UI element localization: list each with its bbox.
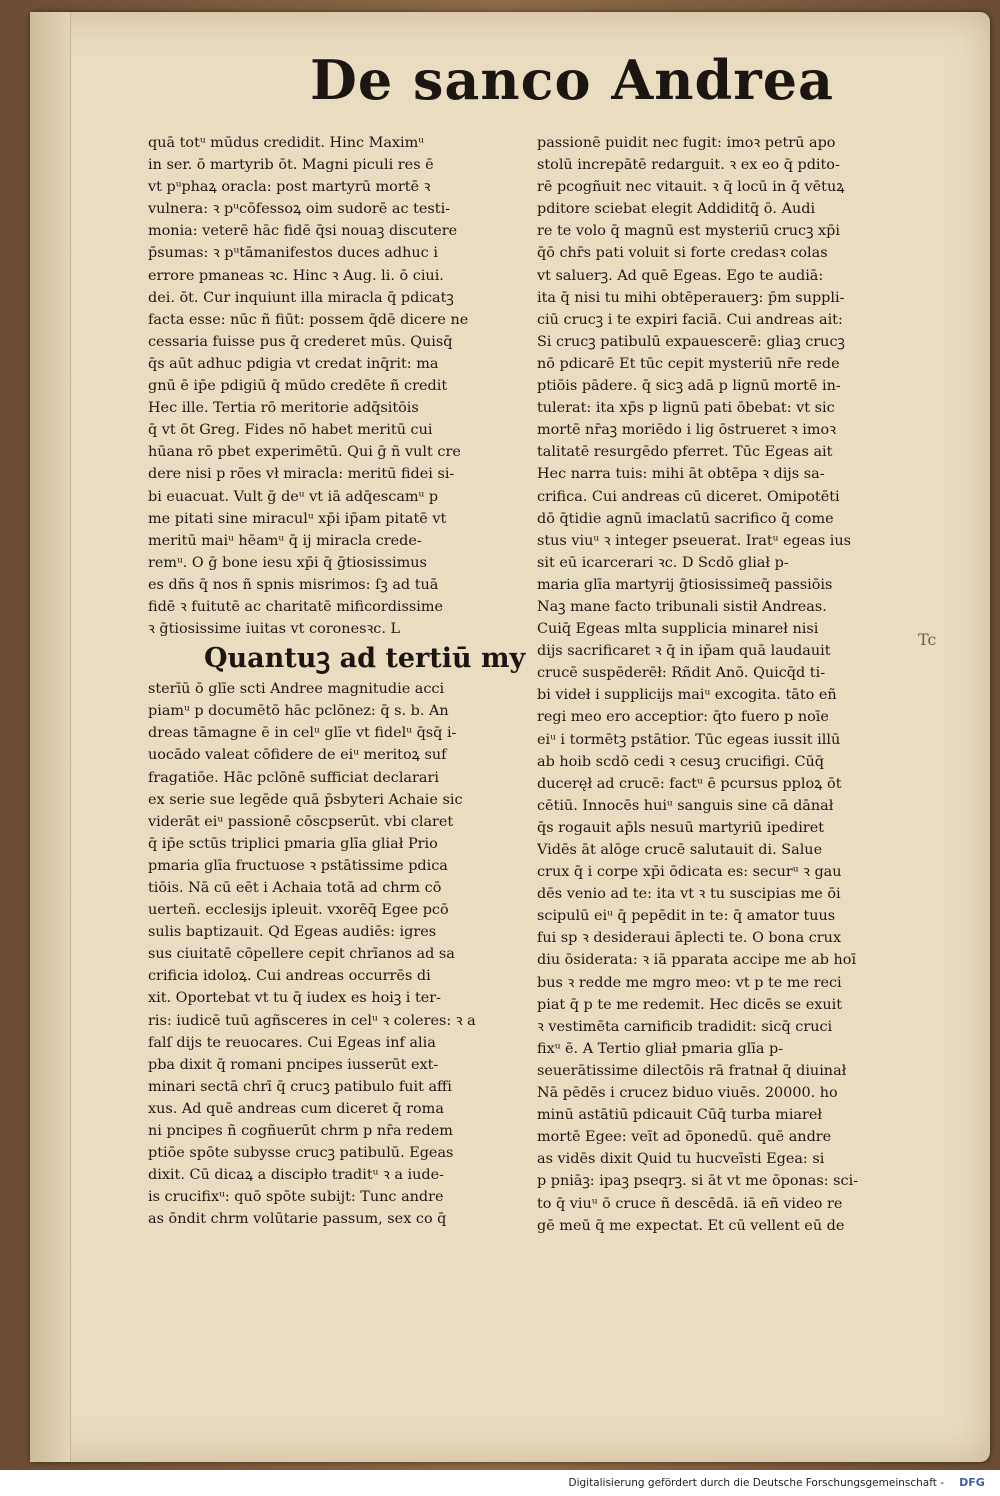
text-line: dō q̄tidie agnū imaclatū sacrifico q̄ come <box>537 510 834 527</box>
text-line: sterīū ō glīe scti Andree magnitudie acci <box>148 681 445 698</box>
text-line: dijs sacrificaret ꝛ q̄ in ip̄am quā laudauit <box>537 643 831 660</box>
text-line: regi meo ero acceptior: q̄to fuero p noīe <box>537 709 829 726</box>
footer-credit: Digitalisierung gefördert durch die Deutsche Forschungsgemeinschaft - <box>568 1477 944 1489</box>
text-line: meritū maiᵘ hēamᵘ q̄ ij miracla crede- <box>148 532 422 549</box>
text-line: Si crucꝫ patibulū expauescerē: gliaꝫ crucꝫ <box>537 333 845 350</box>
text-line: q̄s aūt adhuc pdigia vt credat inq̄rit: ma <box>148 355 439 372</box>
text-line: crucē suspēderēł: Rñdit Anō. Quicq̄d ti- <box>537 665 826 682</box>
text-line: Vidēs āt alōge crucē salutauit di. Salue <box>537 842 823 858</box>
text-line: rē pcogñuit nec vitauit. ꝛ q̄ locū in q̄ vētuꝝ <box>537 179 845 196</box>
text-line: Hec ille. Tertia rō meritorie adq̄sitōis <box>148 400 419 417</box>
text-line: xit. Oportebat vt tu q̄ iudex es hoiꝫ i ter- <box>148 990 441 1007</box>
text-line: in ser. ō martyrib ōt. Magni piculi res ē <box>148 157 434 174</box>
text-line: piat q̄ p te me redemit. Hec dicēs se exuit <box>537 996 843 1013</box>
text-line: es dñs q̄ nos ñ spnis misrimos: ſꝫ ad tuā <box>148 576 439 593</box>
text-line: q̄ vt ōt Greg. Fides nō habet meritū cui <box>148 422 433 439</box>
right-column <box>537 132 877 1237</box>
text-line: viderāt eiᵘ passionē cōscpserūt. vbi claret <box>148 813 454 830</box>
text-line: cessaria fuisse pus q̄ crederet mūs. Quisq̄ <box>148 333 453 350</box>
text-line: p̄sumas: ꝛ pᵘtāmanifestos duces adhuc i <box>148 245 438 262</box>
text-line: ris: iudicē tuū agñsceres in celᵘ ꝛ coleres: ꝛ a <box>148 1012 476 1029</box>
text-line: bus ꝛ redde me mgro meo: vt p te me reci <box>537 974 842 991</box>
text-line: Naꝫ mane facto tribunali sistił Andreas. <box>537 598 827 615</box>
text-line: vt saluerꝫ. Ad quē Egeas. Ego te audiā: <box>537 267 824 284</box>
text-line: talitatē resurgēdo pferret. Tūc Egeas ait <box>537 444 833 461</box>
text-line: maria glīa martyrij ḡtiosissimeq̄ passiōis <box>537 576 833 593</box>
text-line: hūana rō pbet experimētū. Qui ḡ ñ vult cre <box>148 444 461 461</box>
text-line: dixit. Cū dicaꝝ a discipło traditᵘ ꝛ a iude- <box>148 1167 444 1184</box>
text-line: Nā pēdēs i crucez biduo viuēs. 20000. ho <box>537 1085 838 1102</box>
text-line: ptiōe spōte subysse crucꝫ patibulū. Egeas <box>148 1145 454 1162</box>
left-column <box>148 132 526 1231</box>
text-line: dreas tāmagne ē in celᵘ glīe vt fidelᵘ q̄sq̄ i- <box>148 725 457 742</box>
text-line: vulnera: ꝛ pᵘcōfessoꝝ oim sudorē ac testi- <box>148 201 451 218</box>
text-line: fragatiōe. Hāc pclōnē sufficiat declarari <box>148 769 439 786</box>
text-line: re te volo q̄ magnū est mysteriū crucꝫ xp̄i <box>537 223 840 240</box>
text-line: ciū crucꝫ i te expiri faciā. Cui andreas ait: <box>537 311 843 328</box>
text-line: eiᵘ i tormētꝫ pstātior. Tūc egeas iussit illū <box>537 731 841 748</box>
text-line: ꝛ vestimēta carnificib tradidit: sicq̄ cruci <box>537 1018 833 1035</box>
page-gutter <box>30 12 71 1462</box>
text-line: bi videł i supplicijs maiᵘ excogita. tāto eñ <box>537 687 837 704</box>
text-line: ab hoib scdō cedi ꝛ cesuꝫ crucifigi. Cūq̄ <box>537 753 825 770</box>
text-line: uerteñ. ecclesijs ipleuit. vxorēq̄ Egee pcō <box>148 902 449 919</box>
text-line: errore pmaneas ꝛc. Hinc ꝛ Aug. li. ō ciui. <box>148 267 444 284</box>
text-line: sit eū icarcerari ꝛc. D Scdō gliał p- <box>537 554 789 571</box>
text-line: falſ dijs te reuocares. Cui Egeas inf alia <box>148 1034 436 1051</box>
text-line: cētiū. Innocēs huiᵘ sanguis sine cā dānał <box>537 797 834 814</box>
text-line: xus. Ad quē andreas cum diceret q̄ roma <box>148 1100 444 1117</box>
section-heading: Quantuꝫ ad tertiū my <box>204 643 526 675</box>
text-line: dēs venio ad te: ita vt ꝛ tu suscipias me ōi <box>537 886 841 903</box>
text-line: crifica. Cui andreas cū diceret. Omipotēti <box>537 488 840 505</box>
text-line: p pniāꝫ: ipaꝫ pseqrꝫ. si āt vt me ōponas: sci- <box>537 1173 859 1190</box>
digitization-footer <box>0 1470 1000 1496</box>
text-line: q̄ō chr̄s pati voluit si forte credasꝛ colas <box>537 245 828 262</box>
text-line: q̄s rogauit ap̄ls nesuū martyriū ipediret <box>537 819 825 836</box>
text-line: me pitati sine miraculᵘ xp̄i ip̄am pitatē vt <box>148 510 447 527</box>
text-line: as ōndit chrm volūtarie passum, sex co q̄ <box>148 1211 447 1228</box>
text-line: stus viuᵘ ꝛ integer pseuerat. Iratᵘ egeas ius <box>537 532 852 549</box>
text-line: pditore sciebat elegit Addiditq̄ ō. Audi <box>537 201 816 218</box>
text-line: is crucifixᵘ: quō spōte subijt: Tunc andre <box>148 1189 444 1206</box>
text-line: fixᵘ ē. A Tertio gliał pmaria glīa p- <box>537 1040 784 1057</box>
marginal-note: Tc <box>918 630 937 649</box>
text-line: remᵘ. O ḡ bone iesu xp̄i q̄ ḡtiosissimus <box>148 554 427 571</box>
dfg-logo-icon: DFG <box>959 1476 985 1489</box>
text-line: dere nisi p rōes vł miracla: meritū fidei si- <box>148 466 455 483</box>
text-line: minū astātiū pdicauit Cūq̄ turba miareł <box>537 1107 823 1124</box>
text-line: gnū ē ip̄e pdigiū q̄ mūdo credēte ñ credit <box>148 378 448 395</box>
text-line: seuerātissime dilectōis rā fratnał q̄ diuinał <box>537 1062 847 1079</box>
text-line: fidē ꝛ fuitutē ac charitatē mificordissime <box>148 598 444 615</box>
text-line: pba dixit q̄ romani pncipes iusserūt ext- <box>148 1056 439 1073</box>
running-head: De sanco Andrea <box>310 48 835 112</box>
text-line: to q̄ viuᵘ ō cruce ñ descēdā. iā eñ video re <box>537 1195 843 1212</box>
text-line: bi euacuat. Vult ḡ deᵘ vt iā adq̄escamᵘ p <box>148 488 439 505</box>
text-line: dei. ōt. Cur inquiunt illa miracla q̄ pdicatꝫ <box>148 289 454 306</box>
text-line: stolū increpātē redarguit. ꝛ ex eo q̄ pdito- <box>537 157 840 174</box>
text-line: tulerat: ita xp̄s p lignū pati ōbebat: vt sic <box>537 400 835 417</box>
text-line: pmaria glīa fructuose ꝛ pstātissime pdica <box>148 857 448 874</box>
text-line: fui sp ꝛ desideraui āplecti te. O bona crux <box>537 930 842 947</box>
text-line: gē meū q̄ me expectat. Et cū vellent eū de <box>537 1217 845 1234</box>
text-line: ptiōis pādere. q̄ sicꝫ adā p lignū mortē in- <box>537 378 841 395</box>
text-line: nō pdicarē Et tūc cepit mysteriū nr̄e rede <box>537 355 840 372</box>
text-line: ita q̄ nisi tu mihi obtēperauerꝫ: p̄m suppli- <box>537 289 845 306</box>
text-line: sulis baptizauit. Qd Egeas audiēs: igres <box>148 924 437 941</box>
text-line: ex serie sue legēde quā p̄sbyteri Achaie sic <box>148 791 463 808</box>
text-line: mortē nr̄aꝫ moriēdo i lig ōstrueret ꝛ imoꝛ <box>537 422 837 439</box>
text-line: mortē Egee: veīt ad ōponedū. quē andre <box>537 1129 832 1146</box>
text-line: ni pncipes ñ cogñuerūt chrm p nr̄a redem <box>148 1123 453 1140</box>
text-line: q̄ ip̄e sctūs triplici pmaria glīa gliał Prio <box>148 835 438 852</box>
text-line: sus ciuitatē cōpellere cepit chrīanos ad sa <box>148 946 455 963</box>
text-line: facta esse: nūc ñ fiūt: possem q̄dē dicere ne <box>148 311 469 328</box>
text-line: Cuiq̄ Egeas mlta supplicia minareł nisi <box>537 621 819 638</box>
text-line: crificia idoloꝝ. Cui andreas occurrēs di <box>148 968 431 985</box>
text-line: tiōis. Nā cū eēt i Achaia totā ad chrm cō <box>148 880 442 896</box>
text-line: as vidēs dixit Quid tu hucveīsti Egea: si <box>537 1151 825 1168</box>
text-line: uocādo valeat cōfidere de eiᵘ meritoꝝ suf <box>148 747 447 764</box>
text-line: crux q̄ i corpe xp̄i ōdicata es: securᵘ ꝛ gau <box>537 864 842 881</box>
text-line: vt pᵘphaꝝ oracla: post martyrū mortē ꝛ <box>148 179 431 196</box>
text-line: duceręł ad crucē: factᵘ ē pcursus pploꝝ ōt <box>537 775 842 792</box>
text-line: quā totᵘ mūdus credidit. Hinc Maximᵘ <box>148 135 425 151</box>
text-line: monia: veterē hāc fidē q̄si nouaꝫ discutere <box>148 223 458 240</box>
text-line: scipulū eiᵘ q̄ pepēdit in te: q̄ amator tuus <box>537 908 836 925</box>
text-line: piamᵘ p documētō hāc pclōnez: q̄ s. b. An <box>148 703 449 720</box>
text-line: minari sectā chrī q̄ crucꝫ patibulo fuit affi <box>148 1078 452 1095</box>
text-line: Hec narra tuis: mihi āt obtēpa ꝛ dijs sa- <box>537 466 825 483</box>
text-line: diu ōsiderata: ꝛ iā pparata accipe me ab hoī <box>537 952 857 969</box>
text-line: passionē puidit nec fugit: imoꝛ petrū apo <box>537 135 836 151</box>
text-line: ꝛ ḡtiosissime iuitas vt coronesꝛc. L <box>148 621 401 638</box>
